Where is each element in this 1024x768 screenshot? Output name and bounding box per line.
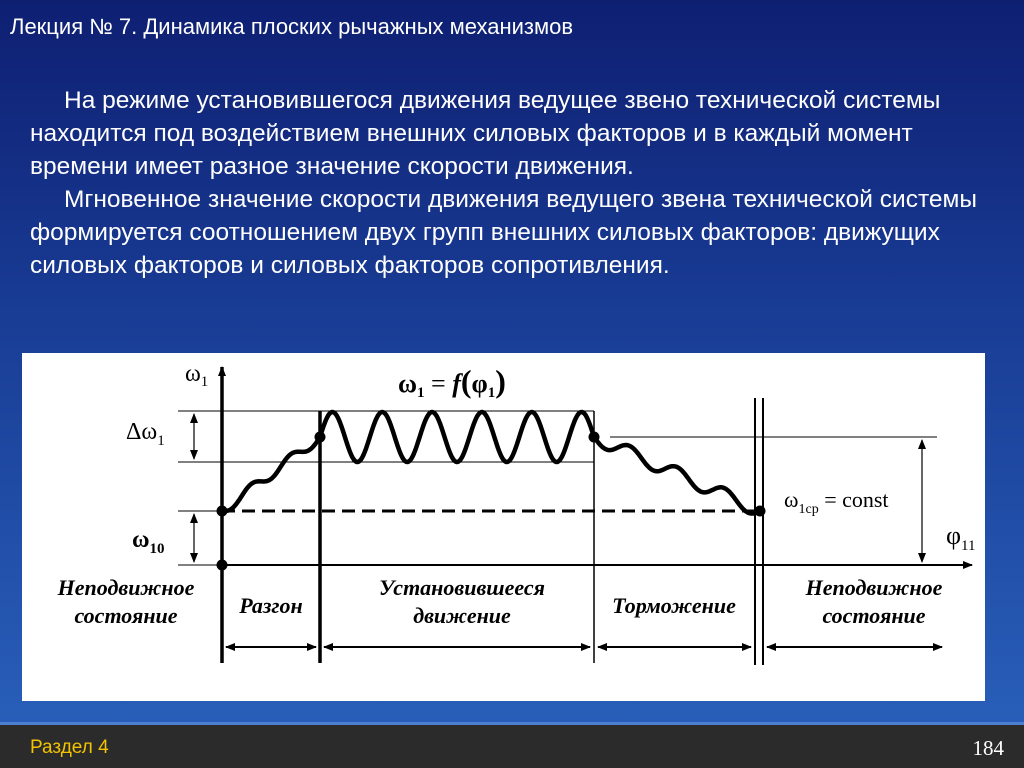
stop-point (755, 506, 766, 517)
origin-point (217, 560, 228, 571)
paragraph-1-text: На режиме установившегося движения ведущее звено технической системы находится под воздействием внешних силовых факторов и в каждый момент времени имеет разное значение скорости движения. (30, 87, 941, 180)
phase-rest-end-line1: Неподвижное (805, 575, 943, 600)
phase-braking: Торможение (612, 593, 736, 618)
phase-steady-line1: Установившееся (379, 575, 545, 600)
mean-speed-label: $\omega_{1ср}$ = const (784, 487, 889, 517)
paragraph-2-text: Мгновенное значение скорости движения ведущего звена технической системы формируется соотношением двух групп внешних силовых факторов: движущих силовых факторов и силовых факторов сопротивления. (30, 186, 977, 279)
velocity-diagram (22, 353, 985, 701)
velocity-diagram-svg (22, 353, 985, 701)
omega-axis-label: $\omega_1$ (185, 361, 209, 390)
phase-steady-line2: движение (413, 603, 511, 628)
steady-end-point (589, 432, 600, 443)
footer-bar (0, 722, 1024, 768)
phase-rest-end-line2: состояние (822, 603, 926, 628)
phase-rest-start-line2: состояние (74, 603, 178, 628)
steady-start-point (315, 432, 326, 443)
paragraph-instant-speed (30, 183, 990, 282)
page-number: 184 (972, 736, 1004, 760)
function-label: ω1 = f(φ1) (398, 363, 506, 401)
section-label: Раздел 4 (30, 737, 109, 758)
angular-velocity-curve (222, 412, 760, 514)
omega10-label: $\omega_{10}$ (132, 527, 165, 557)
slide-title: Лекция № 7. Динамика плоских рычажных механизмов (10, 14, 574, 39)
start-point (217, 506, 228, 517)
slide-body (30, 84, 990, 282)
phase-acceleration: Разгон (239, 593, 303, 618)
footer-divider (0, 722, 1024, 725)
delta-omega-label: $\Delta\omega_1$ (126, 419, 165, 449)
phi-axis-label: $\varphi_{11}$ (946, 521, 976, 554)
paragraph-steady-motion (30, 84, 990, 183)
phase-rest-start-line1: Неподвижное (57, 575, 195, 600)
